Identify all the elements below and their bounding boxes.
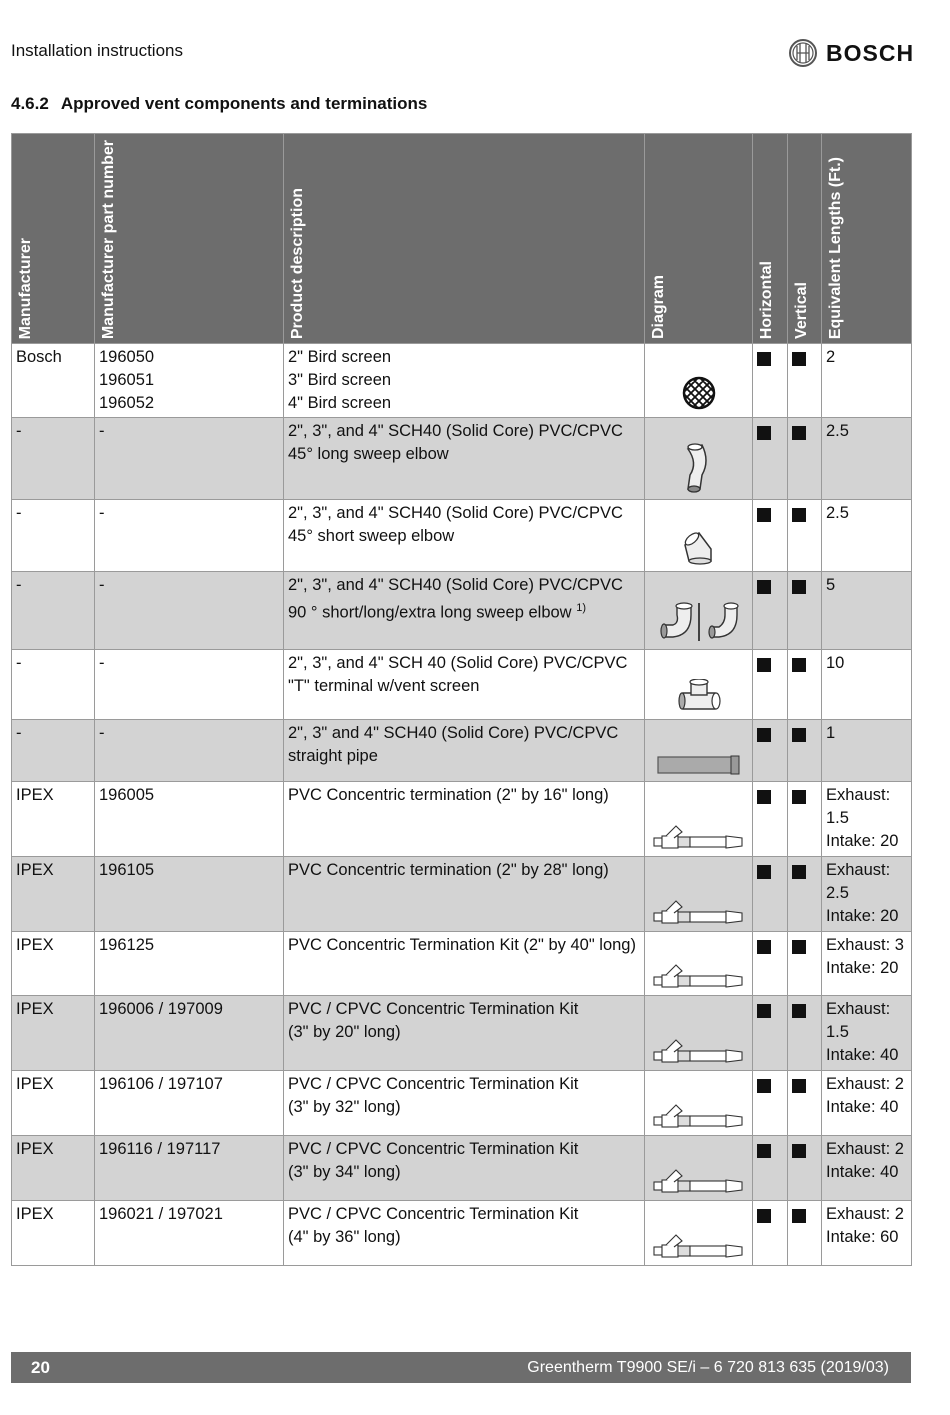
diagram-cell <box>645 782 753 857</box>
document-header-title: Installation instructions <box>11 41 183 60</box>
manufacturer-cell: - <box>12 500 95 572</box>
part-number-cell: - <box>95 650 284 720</box>
col-header-equivalent-lengths: Equivalent Lengths (Ft.) <box>822 134 912 344</box>
equivalent-length-cell: 5 <box>822 572 912 650</box>
vertical-mark-cell <box>788 720 822 782</box>
manufacturer-cell: IPEX <box>12 857 95 932</box>
concentric-termination-icon <box>652 1101 746 1129</box>
horizontal-mark-cell <box>753 720 788 782</box>
diagram-cell <box>645 572 753 650</box>
description-cell: 2", 3" and 4" SCH40 (Solid Core) PVC/CPVC straight pipe <box>284 720 645 782</box>
horizontal-mark-cell <box>753 650 788 720</box>
diagram-cell <box>645 500 753 572</box>
manufacturer-cell: - <box>12 720 95 782</box>
document-reference: Greentherm T9900 SE/i – 6 720 813 635 (2019/03) <box>527 1358 889 1376</box>
table-row <box>12 1136 912 1201</box>
part-number-cell: - <box>95 572 284 650</box>
table-row <box>12 650 912 720</box>
horizontal-mark-cell <box>753 996 788 1071</box>
equivalent-length-cell: Exhaust: 3 Intake: 20 <box>822 932 912 996</box>
part-number-cell: 196050 196051 196052 <box>95 344 284 418</box>
section-heading <box>11 94 427 114</box>
equivalent-length-cell: Exhaust: 2 Intake: 60 <box>822 1201 912 1266</box>
description-cell: PVC Concentric termination (2" by 16" long) <box>284 782 645 857</box>
description-cell: 2", 3", and 4" SCH40 (Solid Core) PVC/CPVC 45° long sweep elbow <box>284 418 645 500</box>
diagram-cell <box>645 857 753 932</box>
description-cell: 2", 3", and 4" SCH40 (Solid Core) PVC/CPVC 90 ° short/long/extra long sweep elbow $^{1)}$ <box>284 572 645 650</box>
vertical-mark-cell <box>788 572 822 650</box>
col-header-vertical: Vertical <box>788 134 822 344</box>
table-header-row <box>12 134 912 344</box>
equivalent-length-cell: 2.5 <box>822 500 912 572</box>
equivalent-length-cell: Exhaust: 2 Intake: 40 <box>822 1136 912 1201</box>
vertical-mark-cell <box>788 932 822 996</box>
table-row <box>12 996 912 1071</box>
horizontal-mark-cell <box>753 418 788 500</box>
horizontal-mark-cell <box>753 572 788 650</box>
vertical-mark-cell <box>788 500 822 572</box>
straight-pipe-icon <box>657 755 741 775</box>
vertical-mark-cell <box>788 782 822 857</box>
col-header-manufacturer: Manufacturer <box>12 134 95 344</box>
description-cell: 2", 3", and 4" SCH40 (Solid Core) PVC/CPVC 45° short sweep elbow <box>284 500 645 572</box>
concentric-termination-icon <box>652 1231 746 1259</box>
part-number-cell: 196106 / 197107 <box>95 1071 284 1136</box>
vertical-mark-cell <box>788 1071 822 1136</box>
diagram-cell <box>645 1136 753 1201</box>
equivalent-length-cell: Exhaust: 1.5 Intake: 40 <box>822 996 912 1071</box>
vertical-mark-cell <box>788 1136 822 1201</box>
part-number-cell: 196105 <box>95 857 284 932</box>
equivalent-length-cell: Exhaust: 1.5 Intake: 20 <box>822 782 912 857</box>
description-cell: 2" Bird screen 3" Bird screen 4" Bird screen <box>284 344 645 418</box>
description-cell: PVC / CPVC Concentric Termination Kit (3" by 32" long) <box>284 1071 645 1136</box>
horizontal-mark-cell <box>753 857 788 932</box>
equivalent-length-cell: Exhaust: 2.5 Intake: 20 <box>822 857 912 932</box>
manufacturer-cell: - <box>12 572 95 650</box>
horizontal-mark-cell <box>753 1201 788 1266</box>
col-header-diagram: Diagram <box>645 134 753 344</box>
table-row <box>12 572 912 650</box>
page-footer <box>11 1352 911 1383</box>
concentric-termination-icon <box>652 822 746 850</box>
equivalent-length-cell: 2.5 <box>822 418 912 500</box>
vertical-mark-cell <box>788 1201 822 1266</box>
description-cell: PVC Concentric termination (2" by 28" long) <box>284 857 645 932</box>
vertical-mark-cell <box>788 650 822 720</box>
manufacturer-cell: IPEX <box>12 1071 95 1136</box>
col-header-part-number: Manufacturer part number <box>95 134 284 344</box>
part-number-cell: 196005 <box>95 782 284 857</box>
diagram-cell <box>645 932 753 996</box>
table-row <box>12 782 912 857</box>
part-number-cell: - <box>95 500 284 572</box>
manufacturer-cell: IPEX <box>12 932 95 996</box>
part-number-cell: 196125 <box>95 932 284 996</box>
table-row <box>12 1201 912 1266</box>
diagram-cell <box>645 996 753 1071</box>
diagram-cell <box>645 1071 753 1136</box>
manufacturer-cell: IPEX <box>12 996 95 1071</box>
description-cell: PVC / CPVC Concentric Termination Kit (3" by 20" long) <box>284 996 645 1071</box>
diagram-cell <box>645 418 753 500</box>
part-number-cell: - <box>95 418 284 500</box>
equivalent-length-cell: 2 <box>822 344 912 418</box>
vertical-mark-cell <box>788 857 822 932</box>
vertical-mark-cell <box>788 996 822 1071</box>
manufacturer-cell: - <box>12 650 95 720</box>
section-number: 4.6.2 <box>11 94 49 113</box>
table-row <box>12 344 912 418</box>
equivalent-length-cell: 1 <box>822 720 912 782</box>
manufacturer-cell: IPEX <box>12 1136 95 1201</box>
part-number-cell: 196006 / 197009 <box>95 996 284 1071</box>
part-number-cell: - <box>95 720 284 782</box>
diagram-cell <box>645 720 753 782</box>
concentric-termination-icon <box>652 1166 746 1194</box>
vertical-mark-cell <box>788 418 822 500</box>
horizontal-mark-cell <box>753 344 788 418</box>
description-cell: PVC / CPVC Concentric Termination Kit (3" by 34" long) <box>284 1136 645 1201</box>
manufacturer-cell: - <box>12 418 95 500</box>
part-number-cell: 196021 / 197021 <box>95 1201 284 1266</box>
table-row <box>12 500 912 572</box>
equivalent-length-cell: Exhaust: 2 Intake: 40 <box>822 1071 912 1136</box>
page-number: 20 <box>31 1357 50 1377</box>
diagram-cell <box>645 344 753 418</box>
table-row <box>12 1071 912 1136</box>
manufacturer-cell: IPEX <box>12 782 95 857</box>
long-sweep-elbow-icon <box>682 443 716 493</box>
table-row <box>12 932 912 996</box>
horizontal-mark-cell <box>753 782 788 857</box>
concentric-termination-icon <box>652 961 746 989</box>
col-header-description: Product description <box>284 134 645 344</box>
short-sweep-elbow-icon <box>681 529 717 565</box>
elbow-90-icon <box>657 601 741 643</box>
table-row <box>12 720 912 782</box>
bird-screen-icon <box>681 375 717 411</box>
table-row <box>12 857 912 932</box>
manufacturer-cell: Bosch <box>12 344 95 418</box>
table-row <box>12 418 912 500</box>
part-number-cell: 196116 / 197117 <box>95 1136 284 1201</box>
section-title: Approved vent components and terminations <box>60 94 428 113</box>
bosch-armature-icon <box>788 38 818 68</box>
description-cell: PVC Concentric Termination Kit (2" by 40" long) <box>284 932 645 996</box>
concentric-termination-icon <box>652 897 746 925</box>
brand-name: BOSCH <box>826 39 915 66</box>
manufacturer-cell: IPEX <box>12 1201 95 1266</box>
equivalent-length-cell: 10 <box>822 650 912 720</box>
vent-components-table <box>11 133 912 1266</box>
col-header-horizontal: Horizontal <box>753 134 788 344</box>
horizontal-mark-cell <box>753 932 788 996</box>
tee-terminal-icon <box>676 679 722 713</box>
diagram-cell <box>645 650 753 720</box>
vertical-mark-cell <box>788 344 822 418</box>
brand-logo <box>788 38 914 68</box>
horizontal-mark-cell <box>753 1136 788 1201</box>
description-cell: 2", 3", and 4" SCH 40 (Solid Core) PVC/CPVC "T" terminal w/vent screen <box>284 650 645 720</box>
horizontal-mark-cell <box>753 1071 788 1136</box>
description-cell: PVC / CPVC Concentric Termination Kit (4" by 36" long) <box>284 1201 645 1266</box>
diagram-cell <box>645 1201 753 1266</box>
concentric-termination-icon <box>652 1036 746 1064</box>
horizontal-mark-cell <box>753 500 788 572</box>
